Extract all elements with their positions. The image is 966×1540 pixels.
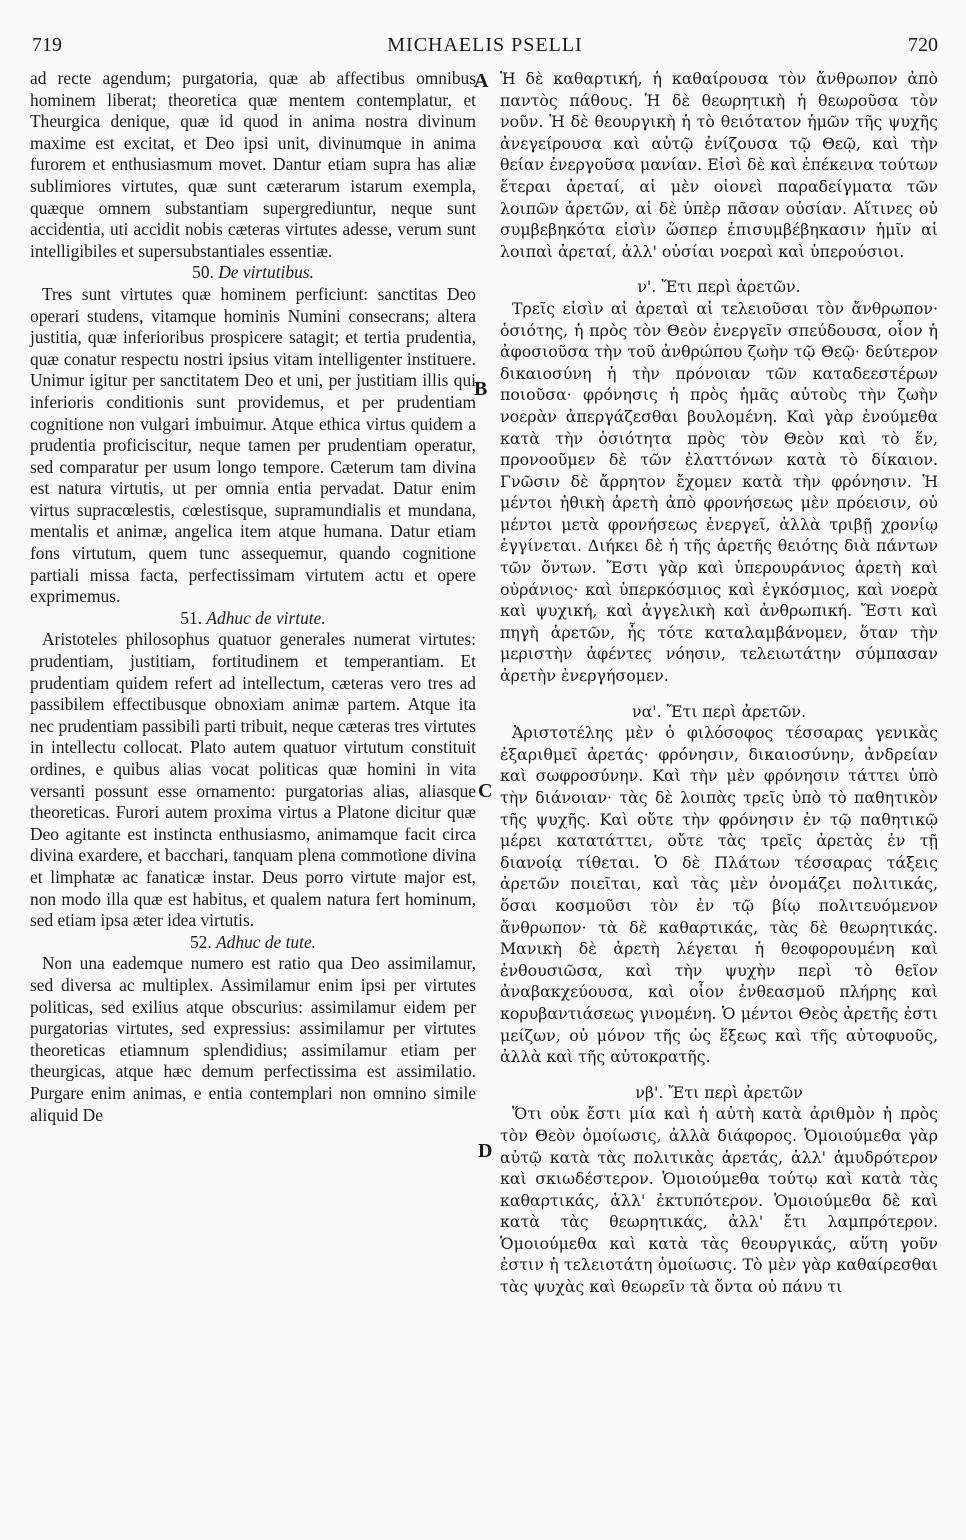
section-number: ν'.: [637, 277, 657, 297]
section-number: να'.: [631, 701, 662, 721]
section-title: Adhuc de tute.: [216, 931, 317, 952]
greek-section-51-text: Ἀριστοτέλης μὲν ὁ φιλόσοφος τέσσαρας γενικὰς ἐξαριθμεῖ ἀρετάς· φρόνησιν, δικαιοσύνην, ἀνδρείαν καὶ σωφροσύνην. Καὶ τὴν μὲν φρόνησιν τάττει ὑπὸ τὴν διάνοιαν· τὰς δὲ λοιπὰς τρεῖς ὑπὸ τὸ παθητικὸν τῆς ψυχῆς. Καὶ οὔτε τὴν φρόνησιν ἐν τῷ παθητικῷ μέρει κατατάττει, οὔτε τὰς τρεῖς ἀρετὰς ἐν τῇ διανοίᾳ τίθεται. Ὁ δὲ Πλάτων τέσσαρας τάξεις ἀρετῶν ποιεῖται, καὶ τὰς μὲν ὀνομάζει πολιτικάς, ὅσαι κοσμοῦσι τὸν ἐν τῷ βίῳ πολιτευόμενον ἄνθρωπον· τὰ δὲ καθαρτικάς, τὰς δὲ θεωρητικάς. Μανικὴ δὲ ἀρετὴ λέγεται ἡ θεοφορουμένη καὶ ἐνθουσιῶσα, καὶ τὴν ψυχὴν περὶ τὸ θεῖον ἀναβακχεύουσα, καὶ οἷον ἐνθεασμοῦ πλήρης καὶ κορυβαντιάσεως γινομένη. Ὁ μέντοι Θεὸς ἀρετῆς ἐστι μείζων, οὐ μόνον τῆς ὡς ἕξεως καὶ τῆς αὐτοφυοῦς, ἀλλὰ καὶ τῆς αὐτοκρατῆς.: [500, 723, 938, 1067]
greek-section-50-text: Τρεῖς εἰσὶν αἱ ἀρεταὶ αἱ τελειοῦσαι τὸν ἄνθρωπον· ὁσιότης, ἡ πρὸς τὸν Θεὸν ἐνεργεῖν σπεύδουσα, οἷον ἡ ἀφοσιοῦσα τὴν τοῦ ἀνθρώπου ζωὴν τῷ Θεῷ· δεύτερον δικαιοσύνη ἡ τὴν πρόνοιαν τῶν καταδεεστέρων ποιοῦσα· φρόνησις ἡ πρὸς ἡμᾶς αὐτοὺς τὴν ζωὴν νοερὰν ἀπεργάζεσθαι βουλομένη. Καὶ γὰρ ἑνούμεθα κατὰ τὴν ὁσιότητα πρὸς τὸν Θεὸν καὶ τὸ ἕν, προνοοῦμεν δὲ τῶν ἐλαττόνων κατὰ τὸ δίκαιον. Γνῶσιν δὲ ἄρρητον ἔχομεν κατὰ τὴν φρόνησιν. Ἡ μέντοι ἠθικὴ ἀρετὴ ἀπὸ φρονήσεως μὲν πρόεισιν, οὐ μέντοι μετὰ φρονήσεως ἐνεργεῖ, ἀλλὰ τριβῇ χρονίῳ ἐγγίνεται. Διήκει δὲ ἡ τῆς ἀρετῆς θειότης διὰ πάντων τῶν ὄντων. Ἔστι γὰρ καὶ ὑπερουράνιος ἀρετὴ καὶ οὐράνιος· καὶ ὑπερκόσμιος καὶ ἐγκόσμιος, καὶ νοερὰ καὶ ψυχική, καὶ ἀγγελικὴ καὶ ἀνθρωπική. Ἔστι καὶ πηγὴ ἀρετῶν, ἧς τότε καταλαμβάνομεν, ὅταν τὴν μεριστὴν ἀφέντες νόησιν, τελειωτάτην σύμπασαν ἀρετὴν ἐνεργήσομεν.: [500, 298, 938, 686]
greek-section-50-heading: [500, 276, 938, 298]
section-title: Ἔτι περὶ ἀρετῶν.: [666, 701, 806, 721]
section-number: 52.: [189, 931, 212, 952]
greek-column: [500, 68, 938, 1298]
latin-intro-paragraph: ad recte agendum; purgatoria, quæ ab affectibus omnibus hominem liberat; theoretica quæ mentem contemplatur, et Theurgica denique, quæ id quod in anima nostra divinum maxime est excitat, et Deo ipsi unit, divinumque in anima furorem et enthusiasmum movet. Dantur etiam supra has aliæ sublimiores virtutes, quæ sunt cæterarum istarum exempla, quæque omnem substantiam supergrediuntur, neque sunt accidentia, uti accidit nobis cæteras virtutes adesse, verum sunt intelligibiles et supersubstantiales essentiæ.: [30, 68, 476, 261]
right-page-number: 720: [908, 34, 938, 56]
margin-letter-a: A: [474, 70, 489, 92]
section-number: νβ'.: [635, 1082, 664, 1102]
margin-letter-d: D: [478, 1140, 493, 1162]
section-title: Adhuc de virtute.: [206, 607, 326, 628]
greek-intro-paragraph: Ἡ δὲ καθαρτική, ἡ καθαίρουσα τὸν ἄνθρωπον ἀπὸ παντὸς πάθους. Ἡ δὲ θεωρητικὴ ἡ θεωροῦσα τὸν νοῦν. Ἡ δὲ θεουργικὴ ἡ τὸ θειότατον ἡμῶν τῆς ψυχῆς ἀνεγείρουσα καὶ αὐτῷ ἐνίζουσα τῷ Θεῷ, καὶ τὴν θείαν ἐνεργοῦσα μανίαν. Εἰσὶ δὲ καὶ ἐπέκεινα τούτων ἕτεραι ἀρεταί, αἱ μὲν οἱονεὶ παραδείγματα τῶν λοιπῶν ἀρετῶν, αἱ δὲ ὑπὲρ πᾶσαν οὐσίαν. Αἵτινες οὐ συμβεβηκότα εἰσὶν ὥσπερ ἐπισυμβέβηκασιν ἡμῖν αἱ λοιπαὶ ἀρεταί, ἀλλ' οὐσίαι νοεραὶ καὶ ὑπερούσιοι.: [500, 69, 938, 261]
section-title: De virtutibus.: [218, 262, 314, 283]
greek-section-51-heading: [500, 701, 938, 723]
page-header: [32, 34, 938, 64]
section-title: Ἔτι περὶ ἀρετῶν.: [661, 277, 801, 297]
latin-section-50-heading: [30, 262, 476, 284]
margin-letter-c: C: [478, 780, 493, 802]
latin-section-50-text: Tres sunt virtutes quæ hominem perficiunt: sanctitas Deo operari studens, vitamque hominis Numini consecrans; altera justitia, quæ inferioribus prospicere satagit; et tertia prudentia, quæ conatur respectu nostri ipsius vitam intelligenter instituere. Unimur igitur per sanctitatem Deo et uni, per justitiam illis qui inferioris conditionis sunt providemus, et per prudentiam cognitione non vulgari imbuimur. Atque ethica virtus quidem a prudentia proficiscitur, neque tamen per prudentiam operatur, sed comparatur per usum longo tempore. Cæterum tam divina est natura virtutis, ut per omnia entia pervadat. Datur enim virtus supracœlestis, cœlestisque, supramundialis et mundana, mentalis et animæ, angelica item atque humana. Datur etiam fons virtutum, quem tunc assequemur, quando cognitione partiali missa facta, perfectissimam virtutem actu et opere exprimemus.: [30, 283, 476, 607]
latin-section-51-text: Aristoteles philosophus quatuor generales numerat virtutes: prudentiam, justitiam, fortitudinem et temperantiam. Et prudentiam quidem refert ad intellectum, cæteras vero tres ad passibilem effectibusque obnoxiam animæ partem. Atque ita nec prudentiam passibili parti tribuit, neque cæteras tres virtutes in intellectu collocat. Plato autem quatuor virtutum constituit ordines, e quibus alias vocat politicas quæ homini in vita versanti possunt esse ornamento: purgatorias alias, aliasque theoreticas. Furori autem proxima virtus a Platone dicitur quæ Deo agitante est instincta enthusiasmo, animamque facit circa divina exardere, et bacchari, tanquam plena commotione divina et limphatæ ac fanaticæ instar. Deus porro virtute major est, non modo illa quæ est habitus, et qualem natura fert hominum, sed etiam ipsa æter idea virtutis.: [30, 629, 476, 931]
latin-section-52-heading: [30, 932, 476, 954]
latin-section-52-text: Non una eademque numero est ratio qua Deo assimilamur, sed diversa ac multiplex. Assimilamur enim ipsi per virtutes politicas, sed exilius atque obscurius: assimilamur eidem per purgatorias virtutes, sed expressius: assimilamur per virtutes theoreticas etiamnum splendidius; assimilamur etiam per theurgicas, atque hæc demum perfectissima est assimilatio. Purgare enim animas, e entia contemplari non omnino simile aliquid De: [30, 953, 476, 1125]
running-title: MICHAELIS PSELLI: [387, 34, 583, 56]
left-page-number: 719: [32, 34, 62, 56]
greek-section-52-text: Ὅτι οὐκ ἔστι μία καὶ ἡ αὐτὴ κατὰ ἀριθμὸν ἡ πρὸς τὸν Θεὸν ὁμοίωσις, ἀλλὰ διάφορος. Ὁμοιούμεθα γὰρ αὐτῷ κατὰ τὰς πολιτικὰς ἀρετάς, ἀλλ' ἀμυδρότερον καὶ σκιωδέστερον. Ὁμοιούμεθα τούτῳ καὶ κατὰ τὰς καθαρτικάς, ἀλλ' ἐκτυπότερον. Ὁμοιούμεθα δὲ καὶ κατὰ τὰς θεωρητικάς, ἀλλ' ἔτι λαμπρότερον. Ὁμοιούμεθα καὶ κατὰ τὰς θεουργικάς, αὕτη γοῦν ἐστιν ἡ τελειοτάτη ὁμοίωσις. Τὸ μὲν γὰρ καθαίρεσθαι τὰς ψυχὰς καὶ θεωρεῖν τὰ ὄντα οὐ πάνυ τι: [500, 1104, 938, 1297]
section-number: 51.: [180, 607, 203, 628]
section-number: 50.: [192, 262, 214, 283]
greek-section-52-heading: [500, 1082, 938, 1104]
latin-section-51-heading: [30, 608, 476, 630]
margin-letter-b: B: [474, 378, 488, 400]
latin-column: [30, 68, 476, 1126]
section-title: Ἔτι περὶ ἀρετῶν: [668, 1082, 803, 1102]
